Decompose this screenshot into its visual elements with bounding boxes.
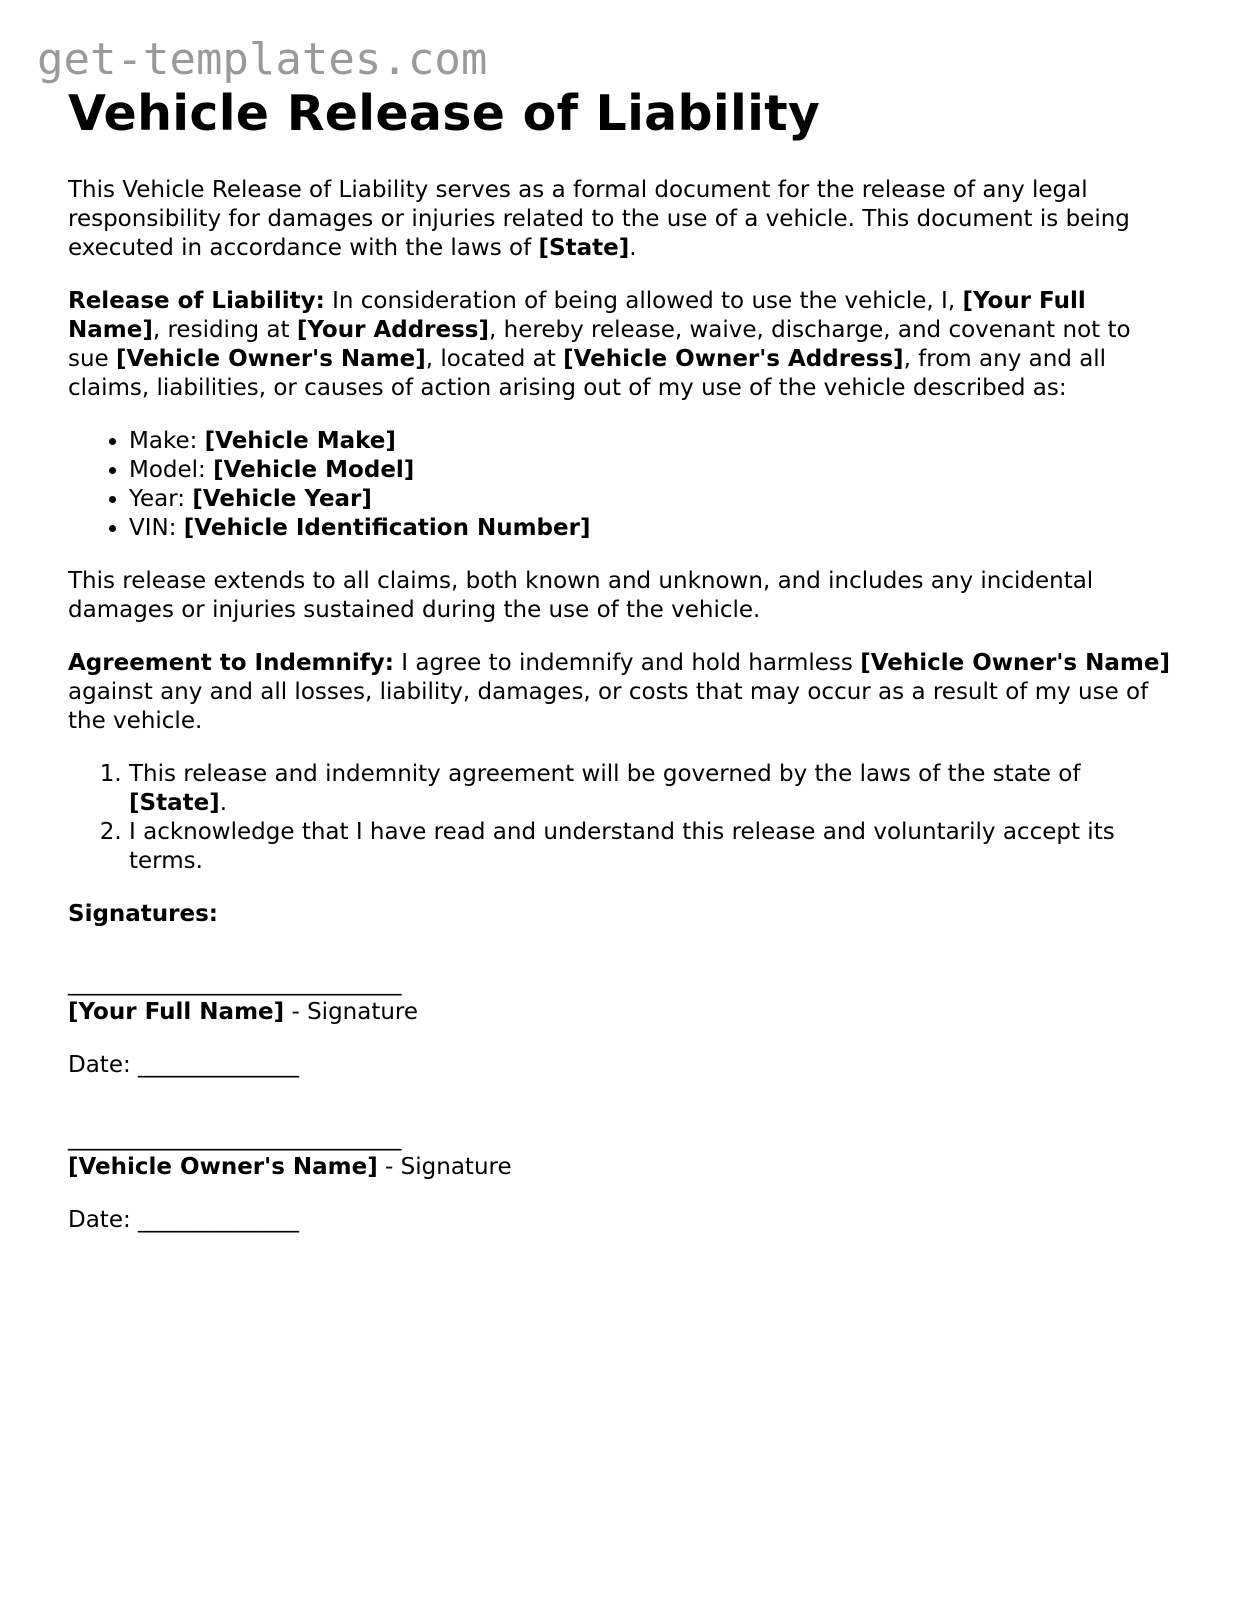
date-line-1[interactable]: ______________ (138, 1052, 300, 1078)
indemnify-label: Agreement to Indemnify: (68, 650, 394, 676)
full-name-placeholder: [Your Full Name] (68, 288, 1086, 343)
list-item (129, 485, 1178, 514)
term-1-end: . (219, 790, 228, 816)
release-text-1: In consideration of being allowed to use the vehicle, I, (324, 288, 963, 314)
signature-block-2 (68, 1124, 1178, 1235)
release-text-2: , residing at (152, 317, 297, 343)
owner-name-placeholder: [Vehicle Owner's Name] (116, 346, 426, 372)
list-item (129, 818, 1178, 876)
signatures-heading (68, 900, 1178, 929)
vehicle-make-placeholder: [Vehicle Make] (204, 428, 396, 454)
signer-2-suffix: - Signature (377, 1154, 512, 1180)
signer-1-suffix: - Signature (284, 999, 419, 1025)
term-1-text: This release and indemnity agreement will be governed by the laws of the state of (129, 761, 1081, 787)
signer-1-caption (68, 998, 1178, 1027)
date-field-1 (68, 1051, 1178, 1080)
signature-line-1[interactable]: _____________________________ (68, 970, 402, 996)
date-field-2 (68, 1206, 1178, 1235)
release-label: Release of Liability: (68, 288, 325, 314)
vehicle-model-placeholder: [Vehicle Model] (213, 457, 415, 483)
vehicle-vin-label: VIN: (129, 515, 184, 541)
list-item (129, 760, 1178, 818)
signer-1-name: [Your Full Name] (68, 999, 285, 1025)
list-item (129, 456, 1178, 485)
indemnify-paragraph (68, 649, 1178, 736)
document-page (68, 82, 1178, 1235)
vehicle-year-placeholder: [Vehicle Year] (192, 486, 372, 512)
extends-paragraph: This release extends to all claims, both known and unknown, and includes any incidental damages or injuries sustained during the use of the vehicle. (68, 568, 1094, 623)
release-text-4: , located at (425, 346, 564, 372)
term-1-state-placeholder: [State] (129, 790, 220, 816)
indemnify-text-2: against any and all losses, liability, damages, or costs that may occur as a result of my use of the vehicle. (68, 679, 1149, 734)
owner-address-placeholder: [Vehicle Owner's Address] (563, 346, 904, 372)
vehicle-vin-placeholder: [Vehicle Identification Number] (183, 515, 591, 541)
document-title: Vehicle Release of Liability (68, 85, 821, 142)
vehicle-details-list (68, 427, 1178, 543)
signature-line-2[interactable]: _____________________________ (68, 1125, 402, 1151)
intro-state-placeholder: [State] (538, 235, 630, 261)
release-text-5: , from any and all claims, liabilities, or causes of action arising out of my use of the vehicle described as: (68, 346, 1107, 401)
watermark: get-templates.com (37, 34, 488, 85)
intro-text: This Vehicle Release of Liability serves as a formal document for the release of any legal responsibility for damages or injuries related to the use of a vehicle. This document is being executed in accordance with the laws of (68, 177, 1130, 261)
indemnify-text-1: I agree to indemnify and hold harmless (393, 650, 861, 676)
vehicle-model-label: Model: (129, 457, 214, 483)
intro-paragraph (68, 176, 1178, 263)
terms-list (68, 760, 1178, 876)
intro-end: . (629, 235, 637, 261)
date-line-2[interactable]: ______________ (138, 1207, 300, 1233)
address-placeholder: [Your Address] (296, 317, 490, 343)
date-label-1: Date: (68, 1052, 139, 1078)
vehicle-year-label: Year: (129, 486, 193, 512)
signer-2-name: [Vehicle Owner's Name] (68, 1154, 378, 1180)
release-paragraph (68, 287, 1178, 403)
date-label-2: Date: (68, 1207, 139, 1233)
release-text-3: , hereby release, waive, discharge, and covenant not to sue (68, 317, 1131, 372)
list-item (129, 514, 1178, 543)
vehicle-make-label: Make: (129, 428, 205, 454)
signer-2-caption (68, 1153, 1178, 1182)
indemnify-owner-placeholder: [Vehicle Owner's Name] (860, 650, 1170, 676)
list-item (129, 427, 1178, 456)
signatures-heading-text: Signatures: (68, 901, 219, 927)
signature-block-1 (68, 969, 1178, 1080)
term-2-text: I acknowledge that I have read and understand this release and voluntarily accept its terms. (129, 819, 1115, 874)
